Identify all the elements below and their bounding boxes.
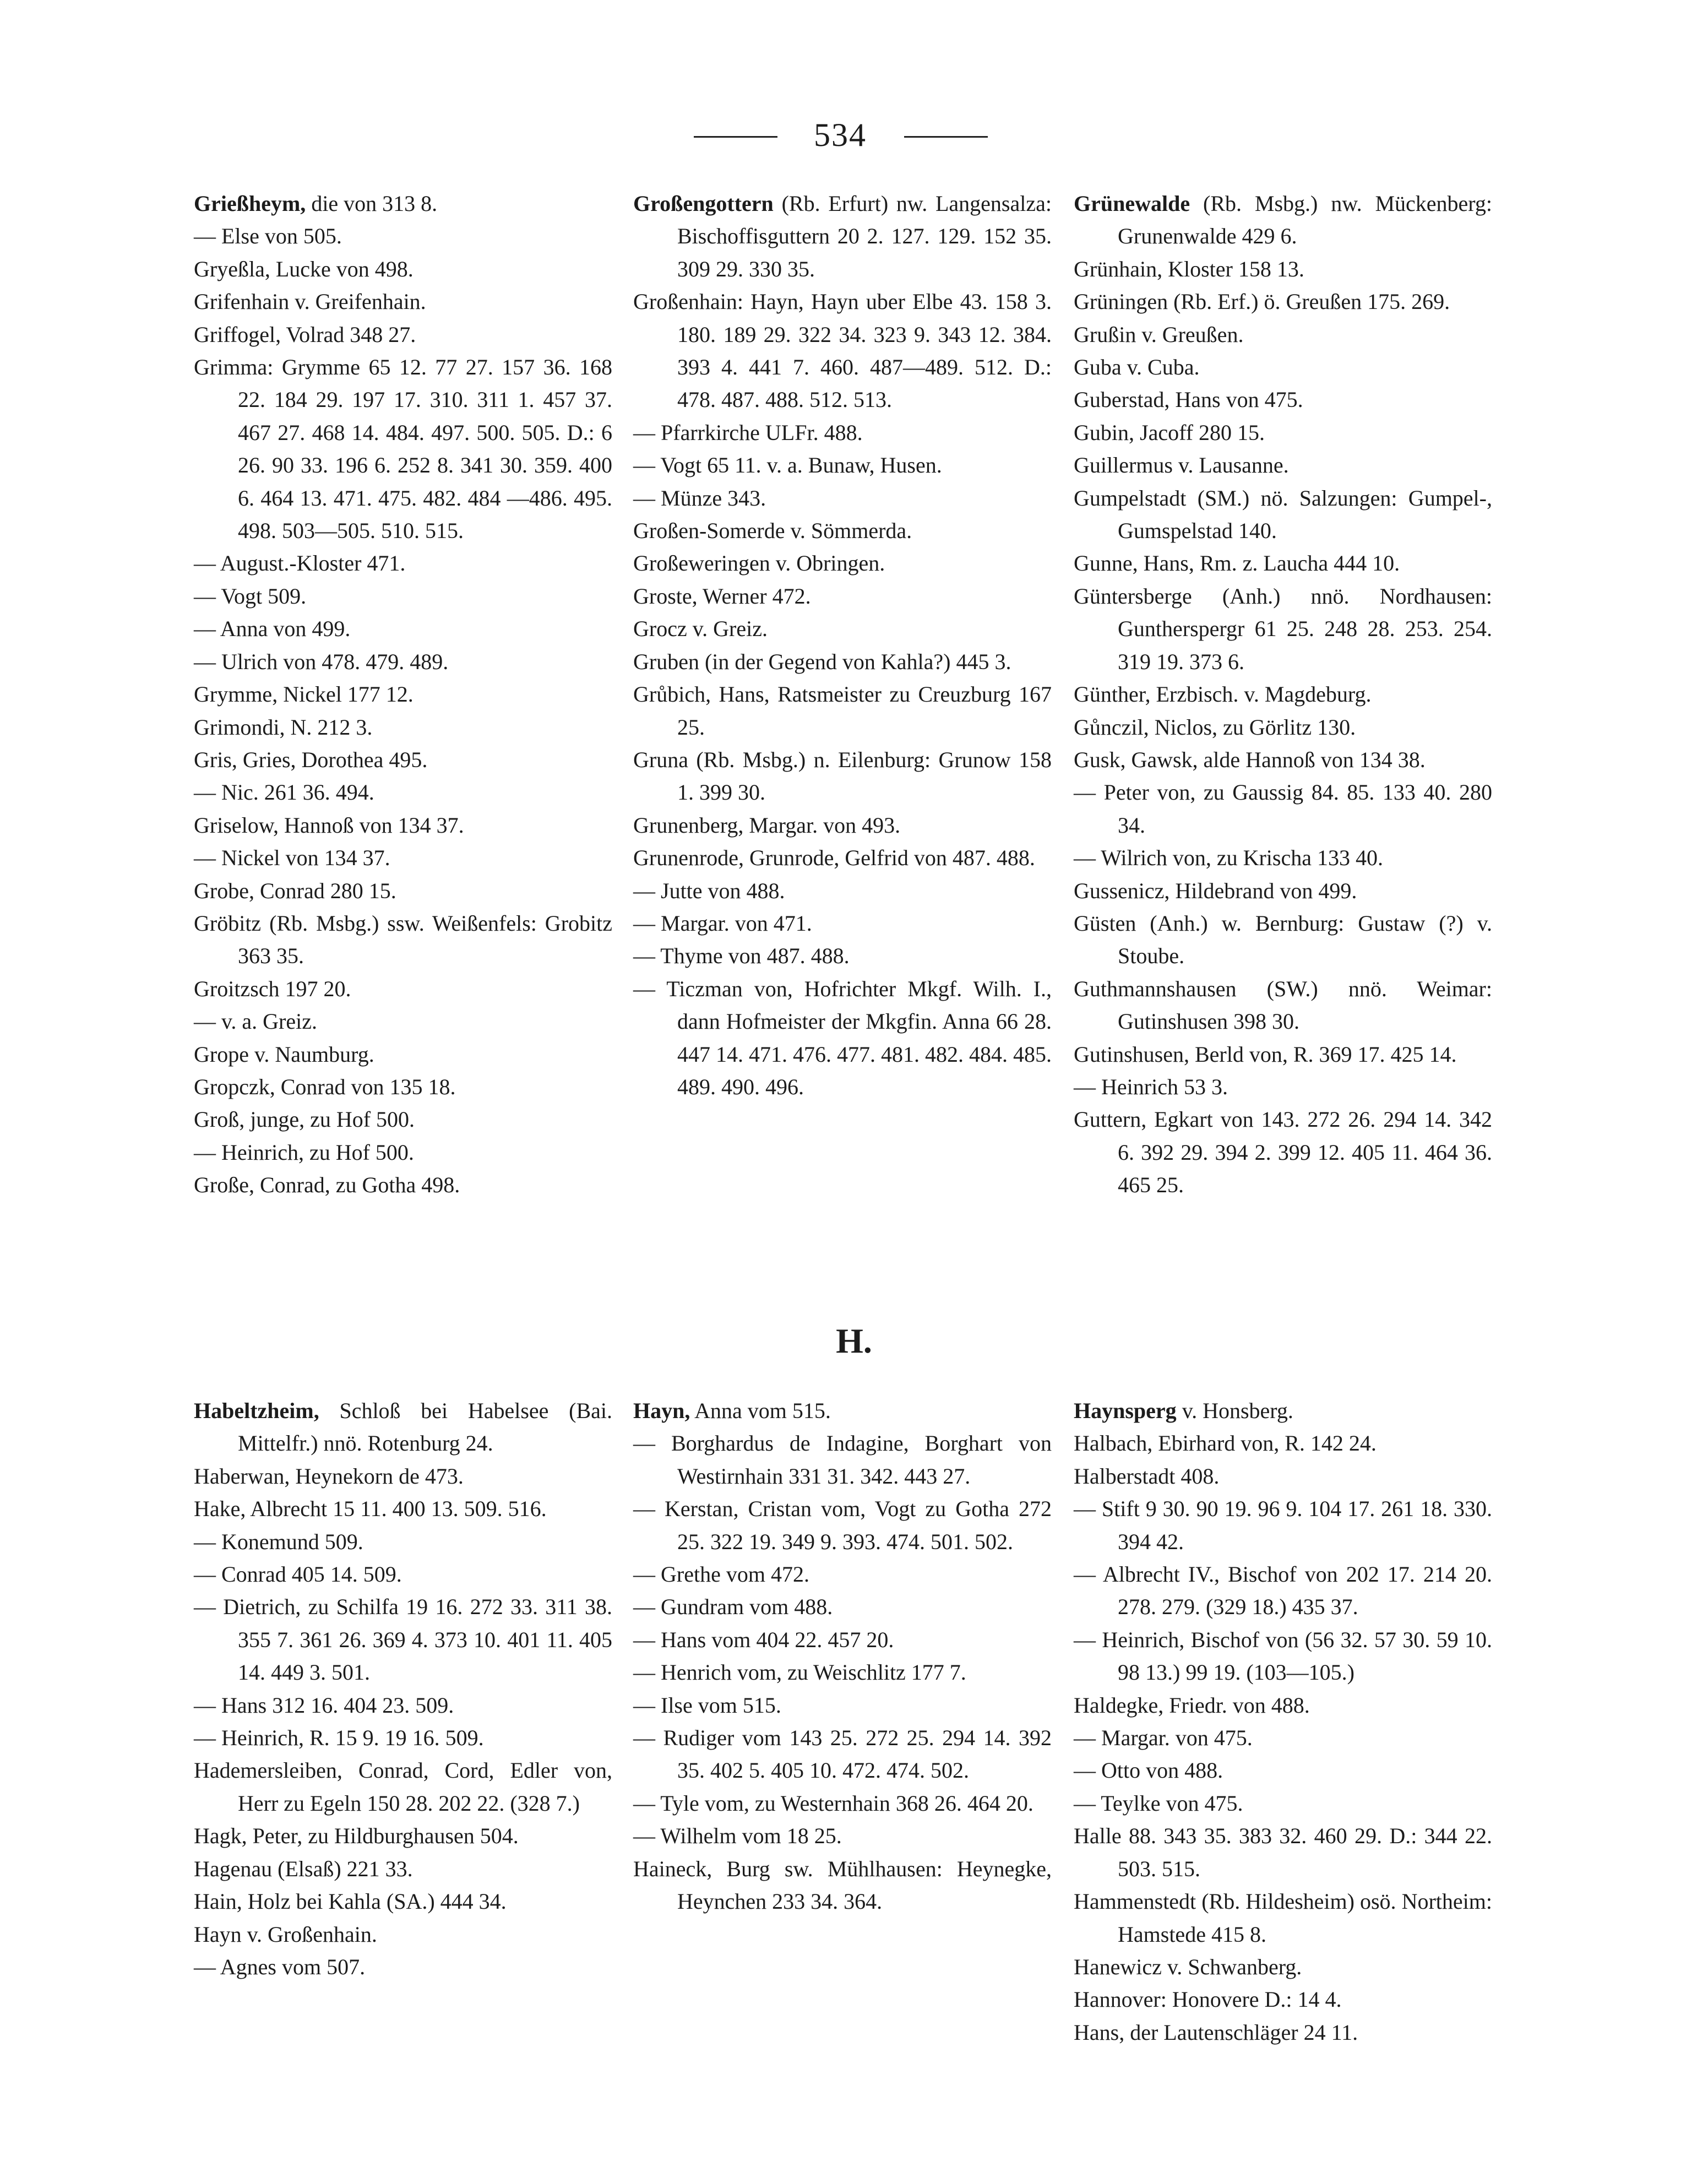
index-entry-text: — Margar. von 475. xyxy=(1074,1725,1253,1751)
index-entry-text: Anna vom 515. xyxy=(690,1398,831,1423)
index-entry xyxy=(194,776,612,808)
index-entry-text: Grimondi, N. 212 3. xyxy=(194,714,373,740)
index-entry xyxy=(633,907,1052,940)
index-entry-text: — Grethe vom 472. xyxy=(633,1562,809,1587)
index-entry xyxy=(633,1427,1052,1492)
index-entry xyxy=(194,1169,612,1201)
index-entry xyxy=(194,1038,612,1071)
index-entry-text: Guba v. Cuba. xyxy=(1074,355,1200,380)
index-entry-text: Guillermus v. Lausanne. xyxy=(1074,453,1289,478)
index-entry-keyword: Hayn, xyxy=(633,1398,690,1423)
index-entry xyxy=(194,841,612,874)
index-entry-text: Haldegke, Friedr. von 488. xyxy=(1074,1692,1310,1718)
index-entry-text: — Tyle vom, zu Westernhain 368 26. 464 20. xyxy=(633,1790,1033,1816)
index-entry-text: — Kerstan, Cristan vom, Vogt zu Gotha 272 25. 322 19. 349 9. 393. 474. 501. 502. xyxy=(633,1496,1052,1554)
index-entry-text: — Nic. 261 36. 494. xyxy=(194,780,374,805)
index-entry-text: Grüningen (Rb. Erf.) ö. Greußen 175. 269. xyxy=(1074,289,1450,314)
index-entry xyxy=(633,1820,1052,1852)
index-entry-text: Gryeßla, Lucke von 498. xyxy=(194,256,414,281)
index-entry-text: Gruben (in der Gegend von Kahla?) 445 3. xyxy=(633,649,1011,674)
index-entry-text: — Otto von 488. xyxy=(1074,1758,1223,1783)
index-entry xyxy=(1074,318,1492,351)
index-entry xyxy=(633,1558,1052,1590)
index-entry xyxy=(194,318,612,351)
index-entry-text: Güntersberge (Anh.) nnö. Nordhausen: Guntherspergr 61 25. 248 28. 253. 254. 319 19. 373 6. xyxy=(1074,583,1492,674)
index-column-top-2 xyxy=(633,187,1052,1103)
index-entry xyxy=(633,973,1052,1104)
index-entry-text: Gůnczil, Niclos, zu Görlitz 130. xyxy=(1074,714,1356,740)
index-entry xyxy=(633,875,1052,907)
index-entry-text: Griselow, Hannoß von 134 37. xyxy=(194,812,464,838)
index-entry xyxy=(194,547,612,579)
index-entry xyxy=(194,645,612,678)
index-entry-text: — Ilse vom 515. xyxy=(633,1692,781,1718)
index-entry-text: Günther, Erzbisch. v. Magdeburg. xyxy=(1074,682,1372,707)
index-entry-text: — Ticzman von, Hofrichter Mkgf. Wilh. I., dann Hofmeister der Mkgfin. Anna 66 28. 447 14. 471. 476. 477. 481. 482. 484. 485. 489. 490. 496. xyxy=(633,976,1052,1099)
index-entry-text: — Jutte von 488. xyxy=(633,878,785,903)
index-entry-text: Hans, der Lautenschläger 24 11. xyxy=(1074,2019,1358,2045)
index-entry-text: Gröbitz (Rb. Msbg.) ssw. Weißenfels: Grobitz 363 35. xyxy=(194,910,612,969)
index-entry-text: — Else von 505. xyxy=(194,224,342,249)
index-entry-keyword: Habeltzheim, xyxy=(194,1398,319,1423)
index-entry xyxy=(1074,1623,1492,1689)
index-entry xyxy=(633,514,1052,547)
index-entry-text: — Wilrich von, zu Krischa 133 40. xyxy=(1074,845,1383,871)
index-entry-text: die von 313 8. xyxy=(306,191,438,216)
index-entry-text: Gumpelstadt (SM.) nö. Salzungen: Gumpel-, Gumspelstad 140. xyxy=(1074,485,1492,544)
index-entry-text: — Heinrich, Bischof von (56 32. 57 30. 59 10. 98 13.) 99 19. (103—105.) xyxy=(1074,1627,1492,1685)
index-entry xyxy=(1074,351,1492,383)
index-entry xyxy=(194,1853,612,1885)
index-entry xyxy=(194,253,612,285)
index-entry xyxy=(1074,1983,1492,2016)
index-entry xyxy=(194,612,612,645)
index-entry xyxy=(194,1590,612,1688)
index-entry-text: Grobe, Conrad 280 15. xyxy=(194,878,396,903)
index-entry-text: Halle 88. 343 35. 383 32. 460 29. D.: 344 22. 503. 515. xyxy=(1074,1823,1492,1881)
index-entry xyxy=(633,285,1052,416)
index-entry-keyword: Grießheym, xyxy=(194,191,306,216)
index-entry-text: Hanewicz v. Schwanberg. xyxy=(1074,1954,1302,1979)
index-entry-text: Hagenau (Elsaß) 221 33. xyxy=(194,1856,413,1881)
page-header xyxy=(0,113,1708,157)
index-entry-text: — Heinrich 53 3. xyxy=(1074,1074,1228,1099)
index-entry-text: Grocz v. Greiz. xyxy=(633,616,768,642)
index-entry xyxy=(1074,2016,1492,2049)
index-entry-text: Grope v. Naumburg. xyxy=(194,1041,374,1067)
index-entry xyxy=(1074,1787,1492,1820)
index-entry xyxy=(1074,187,1492,253)
index-entry-text: — August.-Kloster 471. xyxy=(194,551,406,576)
index-entry xyxy=(633,841,1052,874)
index-entry xyxy=(1074,1820,1492,1885)
index-entry xyxy=(194,1394,612,1460)
index-entry-text: Groitzsch 197 20. xyxy=(194,976,351,1001)
index-entry-text: Haineck, Burg sw. Mühlhausen: Heynegke, Heynchen 233 34. 364. xyxy=(633,1856,1052,1914)
index-entry xyxy=(1074,416,1492,449)
index-entry xyxy=(194,1558,612,1590)
index-entry-text: Gropczk, Conrad von 135 18. xyxy=(194,1074,456,1099)
index-entry-text: Halberstadt 408. xyxy=(1074,1463,1220,1489)
index-entry xyxy=(194,1005,612,1038)
index-entry-text: Grunenberg, Margar. von 493. xyxy=(633,812,901,838)
index-entry xyxy=(1074,285,1492,318)
index-entry xyxy=(194,1885,612,1918)
index-entry xyxy=(194,1460,612,1492)
header-rule-left xyxy=(694,136,777,138)
index-entry-text: (Rb. Msbg.) nw. Mückenberg: Grunenwalde 429 6. xyxy=(1118,191,1492,249)
index-entry-text: — Thyme von 487. 488. xyxy=(633,943,850,969)
index-entry-text: Grußin v. Greußen. xyxy=(1074,322,1244,347)
index-entry xyxy=(1074,841,1492,874)
index-entry xyxy=(1074,1103,1492,1201)
index-entry-text: Guberstad, Hans von 475. xyxy=(1074,387,1303,412)
index-column-bottom-1 xyxy=(194,1394,612,1983)
index-entry-text: Großen-Somerde v. Sömmerda. xyxy=(633,518,912,544)
index-entry-text: Hain, Holz bei Kahla (SA.) 444 34. xyxy=(194,1889,507,1914)
index-entry xyxy=(1074,875,1492,907)
index-entry-text: — Stift 9 30. 90 19. 96 9. 104 17. 261 18. 330. 394 42. xyxy=(1074,1496,1492,1554)
index-entry-text: — Konemund 509. xyxy=(194,1529,363,1554)
index-entry-text: Gruna (Rb. Msbg.) n. Eilenburg: Grunow 158 1. 399 30. xyxy=(633,747,1052,805)
page-number: 534 xyxy=(814,117,867,153)
index-entry-text: Groste, Werner 472. xyxy=(633,583,811,609)
index-entry-text: Gris, Gries, Dorothea 495. xyxy=(194,747,428,772)
index-entry-text: Gutinshusen, Berld von, R. 369 17. 425 14. xyxy=(1074,1041,1457,1067)
index-entry xyxy=(633,809,1052,841)
index-entry xyxy=(1074,678,1492,710)
index-entry xyxy=(633,1492,1052,1558)
index-entry-text: Gunne, Hans, Rm. z. Laucha 444 10. xyxy=(1074,551,1400,576)
index-entry-text: — Agnes vom 507. xyxy=(194,1954,366,1979)
index-entry xyxy=(194,351,612,547)
index-entry-text: Großenhain: Hayn, Hayn uber Elbe 43. 158 3. 180. 189 29. 322 34. 323 9. 343 12. 384. 393 4. 441 7. 460. 487—489. 512. D.: 478. 487. 488. 512. 513. xyxy=(633,289,1052,412)
header-rule-right xyxy=(904,136,988,138)
index-entry xyxy=(1074,1427,1492,1459)
index-entry-text: — Münze 343. xyxy=(633,485,766,511)
index-entry-text: — Hans 312 16. 404 23. 509. xyxy=(194,1692,454,1718)
index-entry-text: — Vogt 509. xyxy=(194,583,307,609)
index-entry xyxy=(1074,1754,1492,1786)
index-entry-text: Gussenicz, Hildebrand von 499. xyxy=(1074,878,1357,903)
index-entry-text: Groß, junge, zu Hof 500. xyxy=(194,1107,415,1132)
index-entry xyxy=(194,580,612,612)
index-entry xyxy=(1074,449,1492,481)
index-entry-text: — Heinrich, zu Hof 500. xyxy=(194,1139,414,1165)
index-entry xyxy=(194,220,612,252)
index-entry-keyword: Haynsperg xyxy=(1074,1398,1177,1423)
index-entry-text: Grifenhain v. Greifenhain. xyxy=(194,289,426,314)
index-entry xyxy=(633,1656,1052,1688)
index-entry xyxy=(633,1689,1052,1722)
index-entry xyxy=(633,416,1052,449)
index-entry-text: Hake, Albrecht 15 11. 400 13. 509. 516. xyxy=(194,1496,547,1522)
index-entry xyxy=(633,1623,1052,1656)
index-entry-text: — Henrich vom, zu Weischlitz 177 7. xyxy=(633,1660,966,1685)
index-entry xyxy=(1074,1394,1492,1427)
index-entry-text: (Rb. Erfurt) nw. Langensalza: Bischoffisguttern 20 2. 127. 129. 152 35. 309 29. 330 35. xyxy=(677,191,1052,281)
index-entry xyxy=(1074,253,1492,285)
index-entry xyxy=(1074,1558,1492,1623)
index-entry-text: Griffogel, Volrad 348 27. xyxy=(194,322,416,347)
index-column-bottom-2 xyxy=(633,1394,1052,1918)
index-entry-keyword: Großengottern xyxy=(633,191,774,216)
index-entry-text: — Nickel von 134 37. xyxy=(194,845,390,871)
index-entry-text: — Rudiger vom 143 25. 272 25. 294 14. 392 35. 402 5. 405 10. 472. 474. 502. xyxy=(633,1725,1052,1783)
index-entry xyxy=(194,1918,612,1951)
index-entry xyxy=(1074,383,1492,416)
index-entry xyxy=(194,1103,612,1136)
index-entry xyxy=(633,1853,1052,1918)
index-entry-text: Grymme, Nickel 177 12. xyxy=(194,682,414,707)
index-entry xyxy=(633,645,1052,678)
index-entry-text: — Wilhelm vom 18 25. xyxy=(633,1823,842,1849)
index-entry-text: Güsten (Anh.) w. Bernburg: Gustaw (?) v. Stoube. xyxy=(1074,910,1492,969)
index-entry-text: Gubin, Jacoff 280 15. xyxy=(1074,420,1265,445)
index-entry xyxy=(194,1820,612,1852)
index-entry-text: — Margar. von 471. xyxy=(633,910,812,936)
index-entry xyxy=(633,612,1052,645)
index-column-top-1 xyxy=(194,187,612,1202)
index-entry-text: — Peter von, zu Gaussig 84. 85. 133 40. 280 34. xyxy=(1074,780,1492,838)
index-entry xyxy=(194,875,612,907)
index-entry-text: — Anna von 499. xyxy=(194,616,351,642)
index-entry xyxy=(194,285,612,318)
index-entry-text: — Gundram vom 488. xyxy=(633,1594,833,1620)
index-entry-text: Hammenstedt (Rb. Hildesheim) osö. Northeim: Hamstede 415 8. xyxy=(1074,1889,1492,1947)
index-entry xyxy=(633,482,1052,514)
index-entry xyxy=(1074,1689,1492,1722)
index-entry-text: Großeweringen v. Obringen. xyxy=(633,551,885,576)
index-entry xyxy=(194,678,612,710)
index-entry xyxy=(1074,1492,1492,1558)
index-entry xyxy=(633,547,1052,579)
index-entry-text: Grunenrode, Grunrode, Gelfrid von 487. 488. xyxy=(633,845,1035,871)
index-entry-text: Hagk, Peter, zu Hildburghausen 504. xyxy=(194,1823,519,1849)
index-entry-text: — Dietrich, zu Schilfa 19 16. 272 33. 311 38. 355 7. 361 26. 369 4. 373 10. 401 11. 405 14. 449 3. 501. xyxy=(194,1594,612,1685)
index-entry xyxy=(194,1722,612,1754)
index-entry xyxy=(194,1525,612,1558)
index-entry-text: — Hans vom 404 22. 457 20. xyxy=(633,1627,894,1652)
index-entry xyxy=(194,1689,612,1722)
index-entry xyxy=(1074,1722,1492,1754)
index-entry-text: — Vogt 65 11. v. a. Bunaw, Husen. xyxy=(633,453,942,478)
index-entry xyxy=(633,1394,1052,1427)
index-entry xyxy=(1074,743,1492,776)
index-entry xyxy=(633,940,1052,972)
index-entry-text: Grůbich, Hans, Ratsmeister zu Creuzburg 167 25. xyxy=(633,682,1052,740)
index-entry-text: — Ulrich von 478. 479. 489. xyxy=(194,649,449,674)
index-entry-text: Grünhain, Kloster 158 13. xyxy=(1074,256,1304,281)
index-entry-text: Schloß bei Habelsee (Bai. Mittelfr.) nnö. Rotenburg 24. xyxy=(238,1398,612,1456)
index-entry xyxy=(1074,1071,1492,1103)
index-entry xyxy=(633,449,1052,481)
index-entry xyxy=(1074,711,1492,743)
index-entry-text: Haberwan, Heynekorn de 473. xyxy=(194,1463,464,1489)
section-heading: H. xyxy=(836,1321,872,1360)
index-entry-text: v. Honsberg. xyxy=(1176,1398,1293,1423)
index-entry xyxy=(194,1071,612,1103)
index-entry xyxy=(1074,907,1492,973)
index-entry xyxy=(633,678,1052,743)
index-entry xyxy=(194,187,612,220)
index-entry-text: Hayn v. Großenhain. xyxy=(194,1921,377,1947)
index-entry-keyword: Grünewalde xyxy=(1074,191,1190,216)
index-entry xyxy=(633,1590,1052,1623)
index-entry-text: — Heinrich, R. 15 9. 19 16. 509. xyxy=(194,1725,484,1751)
index-entry-text: — Borghardus de Indagine, Borghart von Westirnhain 331 31. 342. 443 27. xyxy=(633,1431,1052,1489)
index-entry xyxy=(633,743,1052,809)
index-entry xyxy=(1074,482,1492,547)
index-entry xyxy=(1074,580,1492,678)
index-entry-text: Guttern, Egkart von 143. 272 26. 294 14. 342 6. 392 29. 394 2. 399 12. 405 11. 464 36. 465 25. xyxy=(1074,1107,1492,1198)
index-entry xyxy=(194,1951,612,1983)
index-entry xyxy=(1074,776,1492,841)
index-entry xyxy=(194,743,612,776)
index-entry xyxy=(633,580,1052,612)
index-entry xyxy=(633,1787,1052,1820)
index-entry xyxy=(194,907,612,973)
index-entry-text: Hannover: Honovere D.: 14 4. xyxy=(1074,1987,1342,2012)
index-entry xyxy=(194,1136,612,1169)
index-entry xyxy=(1074,1460,1492,1492)
index-entry xyxy=(1074,973,1492,1038)
index-entry xyxy=(194,809,612,841)
index-entry xyxy=(1074,1951,1492,1983)
index-entry-text: Große, Conrad, zu Gotha 498. xyxy=(194,1172,460,1198)
index-entry xyxy=(194,1492,612,1525)
index-entry-text: Gusk, Gawsk, alde Hannoß von 134 38. xyxy=(1074,747,1426,772)
index-entry-text: — Pfarrkirche ULFr. 488. xyxy=(633,420,863,445)
index-entry-text: — Conrad 405 14. 509. xyxy=(194,1562,402,1587)
index-column-top-3 xyxy=(1074,187,1492,1202)
index-entry-text: Grimma: Grymme 65 12. 77 27. 157 36. 168 22. 184 29. 197 17. 310. 311 1. 457 37. 467 27. 468 14. 484. 497. 500. 505. D.: 6 26. 90 33. 196 6. 252 8. 341 30. 359. 400 6. 464 13. 471. 475. 482. 484 —486. 495. 498. 503—505. 510. 515. xyxy=(194,355,612,544)
index-entry xyxy=(194,973,612,1005)
index-entry xyxy=(1074,1038,1492,1071)
index-entry-text: — Albrecht IV., Bischof von 202 17. 214 20. 278. 279. (329 18.) 435 37. xyxy=(1074,1562,1492,1620)
index-entry-text: Guthmannshausen (SW.) nnö. Weimar: Gutinshusen 398 30. xyxy=(1074,976,1492,1034)
index-entry xyxy=(1074,547,1492,579)
index-entry xyxy=(633,187,1052,285)
index-entry-text: — Teylke von 475. xyxy=(1074,1790,1243,1816)
index-entry xyxy=(194,711,612,743)
index-entry-text: Hademersleiben, Conrad, Cord, Edler von, Herr zu Egeln 150 28. 202 22. (328 7.) xyxy=(194,1758,612,1816)
index-entry xyxy=(194,1754,612,1820)
index-entry-text: Halbach, Ebirhard von, R. 142 24. xyxy=(1074,1431,1377,1456)
index-entry-text: — v. a. Greiz. xyxy=(194,1009,317,1034)
index-column-bottom-3 xyxy=(1074,1394,1492,2049)
index-entry xyxy=(1074,1885,1492,1951)
index-entry xyxy=(633,1722,1052,1787)
